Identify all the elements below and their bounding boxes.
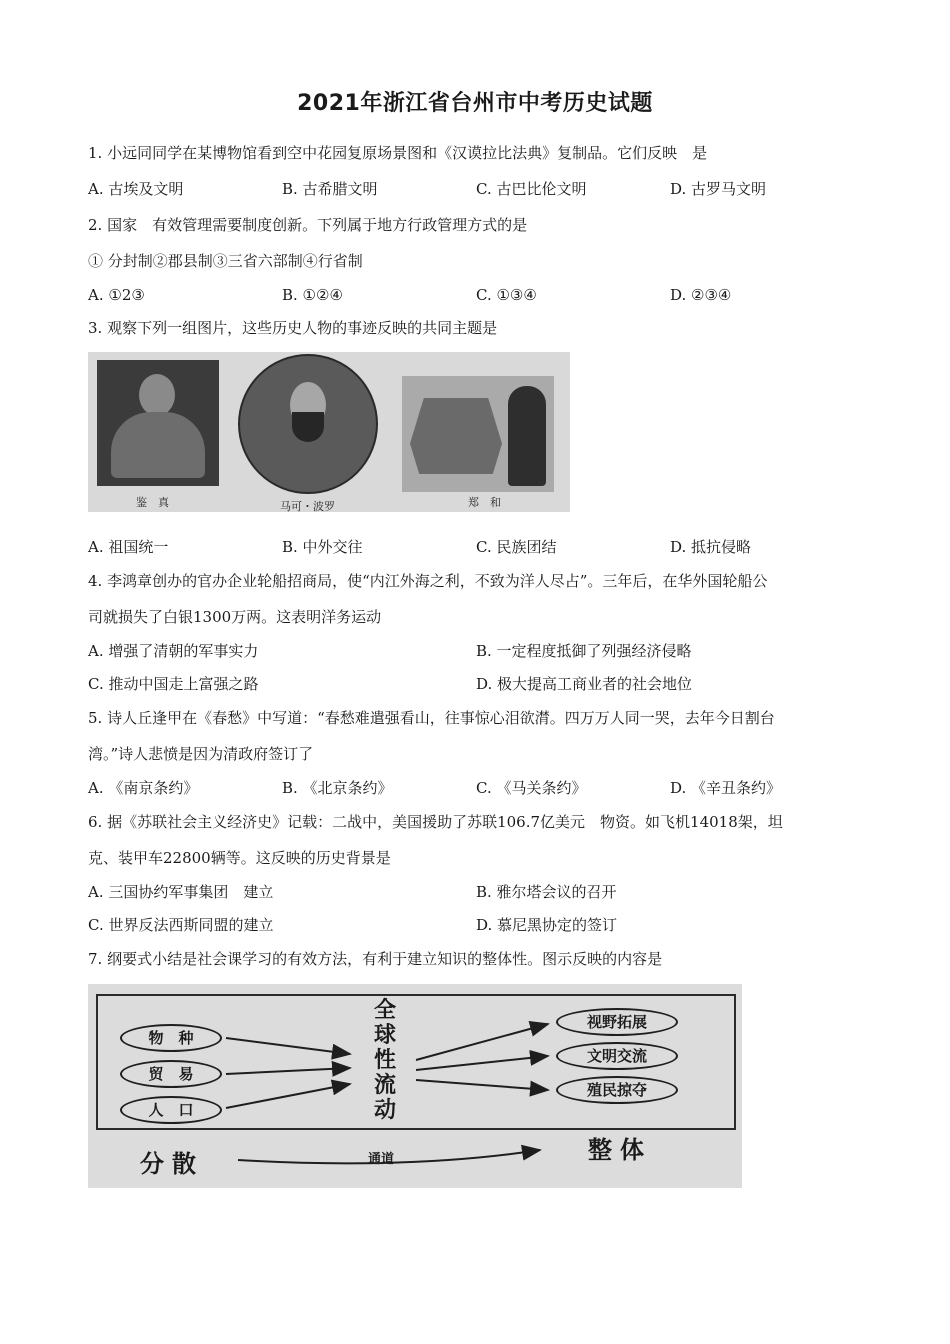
- q3-option-d[interactable]: D. 抵抗侵略: [670, 538, 752, 556]
- globalization-diagram: [88, 984, 742, 1188]
- q4-option-d[interactable]: D. 极大提高工商业者的社会地位: [476, 675, 693, 693]
- q5-option-c[interactable]: C. 《马关条约》: [476, 779, 587, 797]
- arrow-flow-to-exchange: [416, 1056, 548, 1070]
- question-6-stem-cont: 克、装甲车22800辆等。这反映的历史背景是: [88, 849, 391, 867]
- question-4-stem: 4. 李鸿章创办的官办企业轮船招商局，使“内江外海之利，不致为洋人尽占”。三年后，在华外国轮船公: [88, 572, 768, 590]
- question-2-stem: 2. 国家 有效管理需要制度创新。下列属于地方行政管理方式的是: [88, 216, 528, 234]
- q6-option-c[interactable]: C. 世界反法西斯同盟的建立: [88, 916, 274, 934]
- marco-polo-portrait-image: [238, 354, 378, 494]
- diagram-center-global-flow: 全球性流动: [373, 997, 396, 1123]
- arrow-flow-to-horizon: [416, 1024, 548, 1060]
- q1-option-b[interactable]: B. 古希腊文明: [282, 180, 378, 198]
- arrow-population-to-flow: [226, 1084, 350, 1108]
- question-4-stem-cont: 司就损失了白银1300万两。这表明洋务运动: [88, 608, 382, 626]
- arrow-species-to-flow: [226, 1038, 350, 1054]
- q1-option-d[interactable]: D. 古罗马文明: [670, 180, 767, 198]
- arrow-dispersed-to-whole: [238, 1150, 540, 1163]
- q4-option-c[interactable]: C. 推动中国走上富强之路: [88, 675, 259, 693]
- diagram-label-channel: 通道: [368, 1152, 395, 1167]
- question-6-stem: 6. 据《苏联社会主义经济史》记载：二战中，美国援助了苏联106.7亿美元 物资。如飞机14018架，坦: [88, 813, 783, 831]
- arrow-flow-to-plunder: [416, 1080, 548, 1090]
- q3-option-b[interactable]: B. 中外交往: [282, 538, 363, 556]
- arrow-trade-to-flow: [226, 1068, 350, 1074]
- diagram-label-dispersed: 分散: [140, 1149, 204, 1178]
- jianzhen-statue-image: [97, 360, 219, 486]
- q6-option-a[interactable]: A. 三国协约军事集团 建立: [88, 883, 274, 901]
- q2-option-d[interactable]: D. ②③④: [670, 286, 732, 304]
- q2-option-c[interactable]: C. ①③④: [476, 286, 537, 304]
- q1-option-a[interactable]: A. 古埃及文明: [88, 180, 184, 198]
- historical-figures-photo-strip: [88, 352, 570, 512]
- diagram-result-exchange: 文明交流: [556, 1042, 678, 1070]
- diagram-result-plunder: 殖民掠夺: [556, 1076, 678, 1104]
- page-title: 2021年浙江省台州市中考历史试题: [297, 91, 653, 116]
- diagram-result-horizon: 视野拓展: [556, 1008, 678, 1036]
- diagram-item-trade: 贸 易: [120, 1060, 222, 1088]
- diagram-label-whole: 整体: [588, 1135, 652, 1164]
- diagram-item-species: 物 种: [120, 1024, 222, 1052]
- q2-option-b[interactable]: B. ①②④: [282, 286, 343, 304]
- q6-option-b[interactable]: B. 雅尔塔会议的召开: [476, 883, 617, 901]
- q2-option-a[interactable]: A. ①2③: [88, 286, 145, 304]
- question-5-stem: 5. 诗人丘逢甲在《春愁》中写道：“春愁难遣强看山，往事惊心泪欲潸。四万万人同一哭，去年今日割台: [88, 709, 775, 727]
- q3-option-c[interactable]: C. 民族团结: [476, 538, 557, 556]
- q5-option-d[interactable]: D. 《辛丑条约》: [670, 779, 782, 797]
- question-2-items: ① 分封制②郡县制③三省六部制④行省制: [88, 252, 363, 270]
- question-7-stem: 7. 纲要式小结是社会课学习的有效方法，有利于建立知识的整体性。图示反映的内容是: [88, 950, 663, 968]
- q4-option-b[interactable]: B. 一定程度抵御了列强经济侵略: [476, 642, 692, 660]
- caption-marco-polo: 马可・波罗: [280, 500, 335, 512]
- question-5-stem-cont: 湾。”诗人悲愤是因为清政府签订了: [88, 745, 314, 763]
- zheng-he-ship-image: [402, 376, 554, 492]
- diagram-item-population: 人 口: [120, 1096, 222, 1124]
- diagram-arrows: [88, 984, 742, 1188]
- caption-zheng-he: 郑 和: [468, 496, 501, 509]
- question-1-stem: 1. 小远同同学在某博物馆看到空中花园复原场景图和《汉谟拉比法典》复制品。它们反映 是: [88, 144, 708, 162]
- question-3-stem: 3. 观察下列一组图片，这些历史人物的事迹反映的共同主题是: [88, 319, 498, 337]
- q6-option-d[interactable]: D. 慕尼黑协定的签订: [476, 916, 618, 934]
- caption-jianzhen: 鉴 真: [136, 496, 169, 509]
- q4-option-a[interactable]: A. 增强了清朝的军事实力: [88, 642, 259, 660]
- q3-option-a[interactable]: A. 祖国统一: [88, 538, 169, 556]
- q5-option-b[interactable]: B. 《北京条约》: [282, 779, 393, 797]
- q1-option-c[interactable]: C. 古巴比伦文明: [476, 180, 587, 198]
- q5-option-a[interactable]: A. 《南京条约》: [88, 779, 199, 797]
